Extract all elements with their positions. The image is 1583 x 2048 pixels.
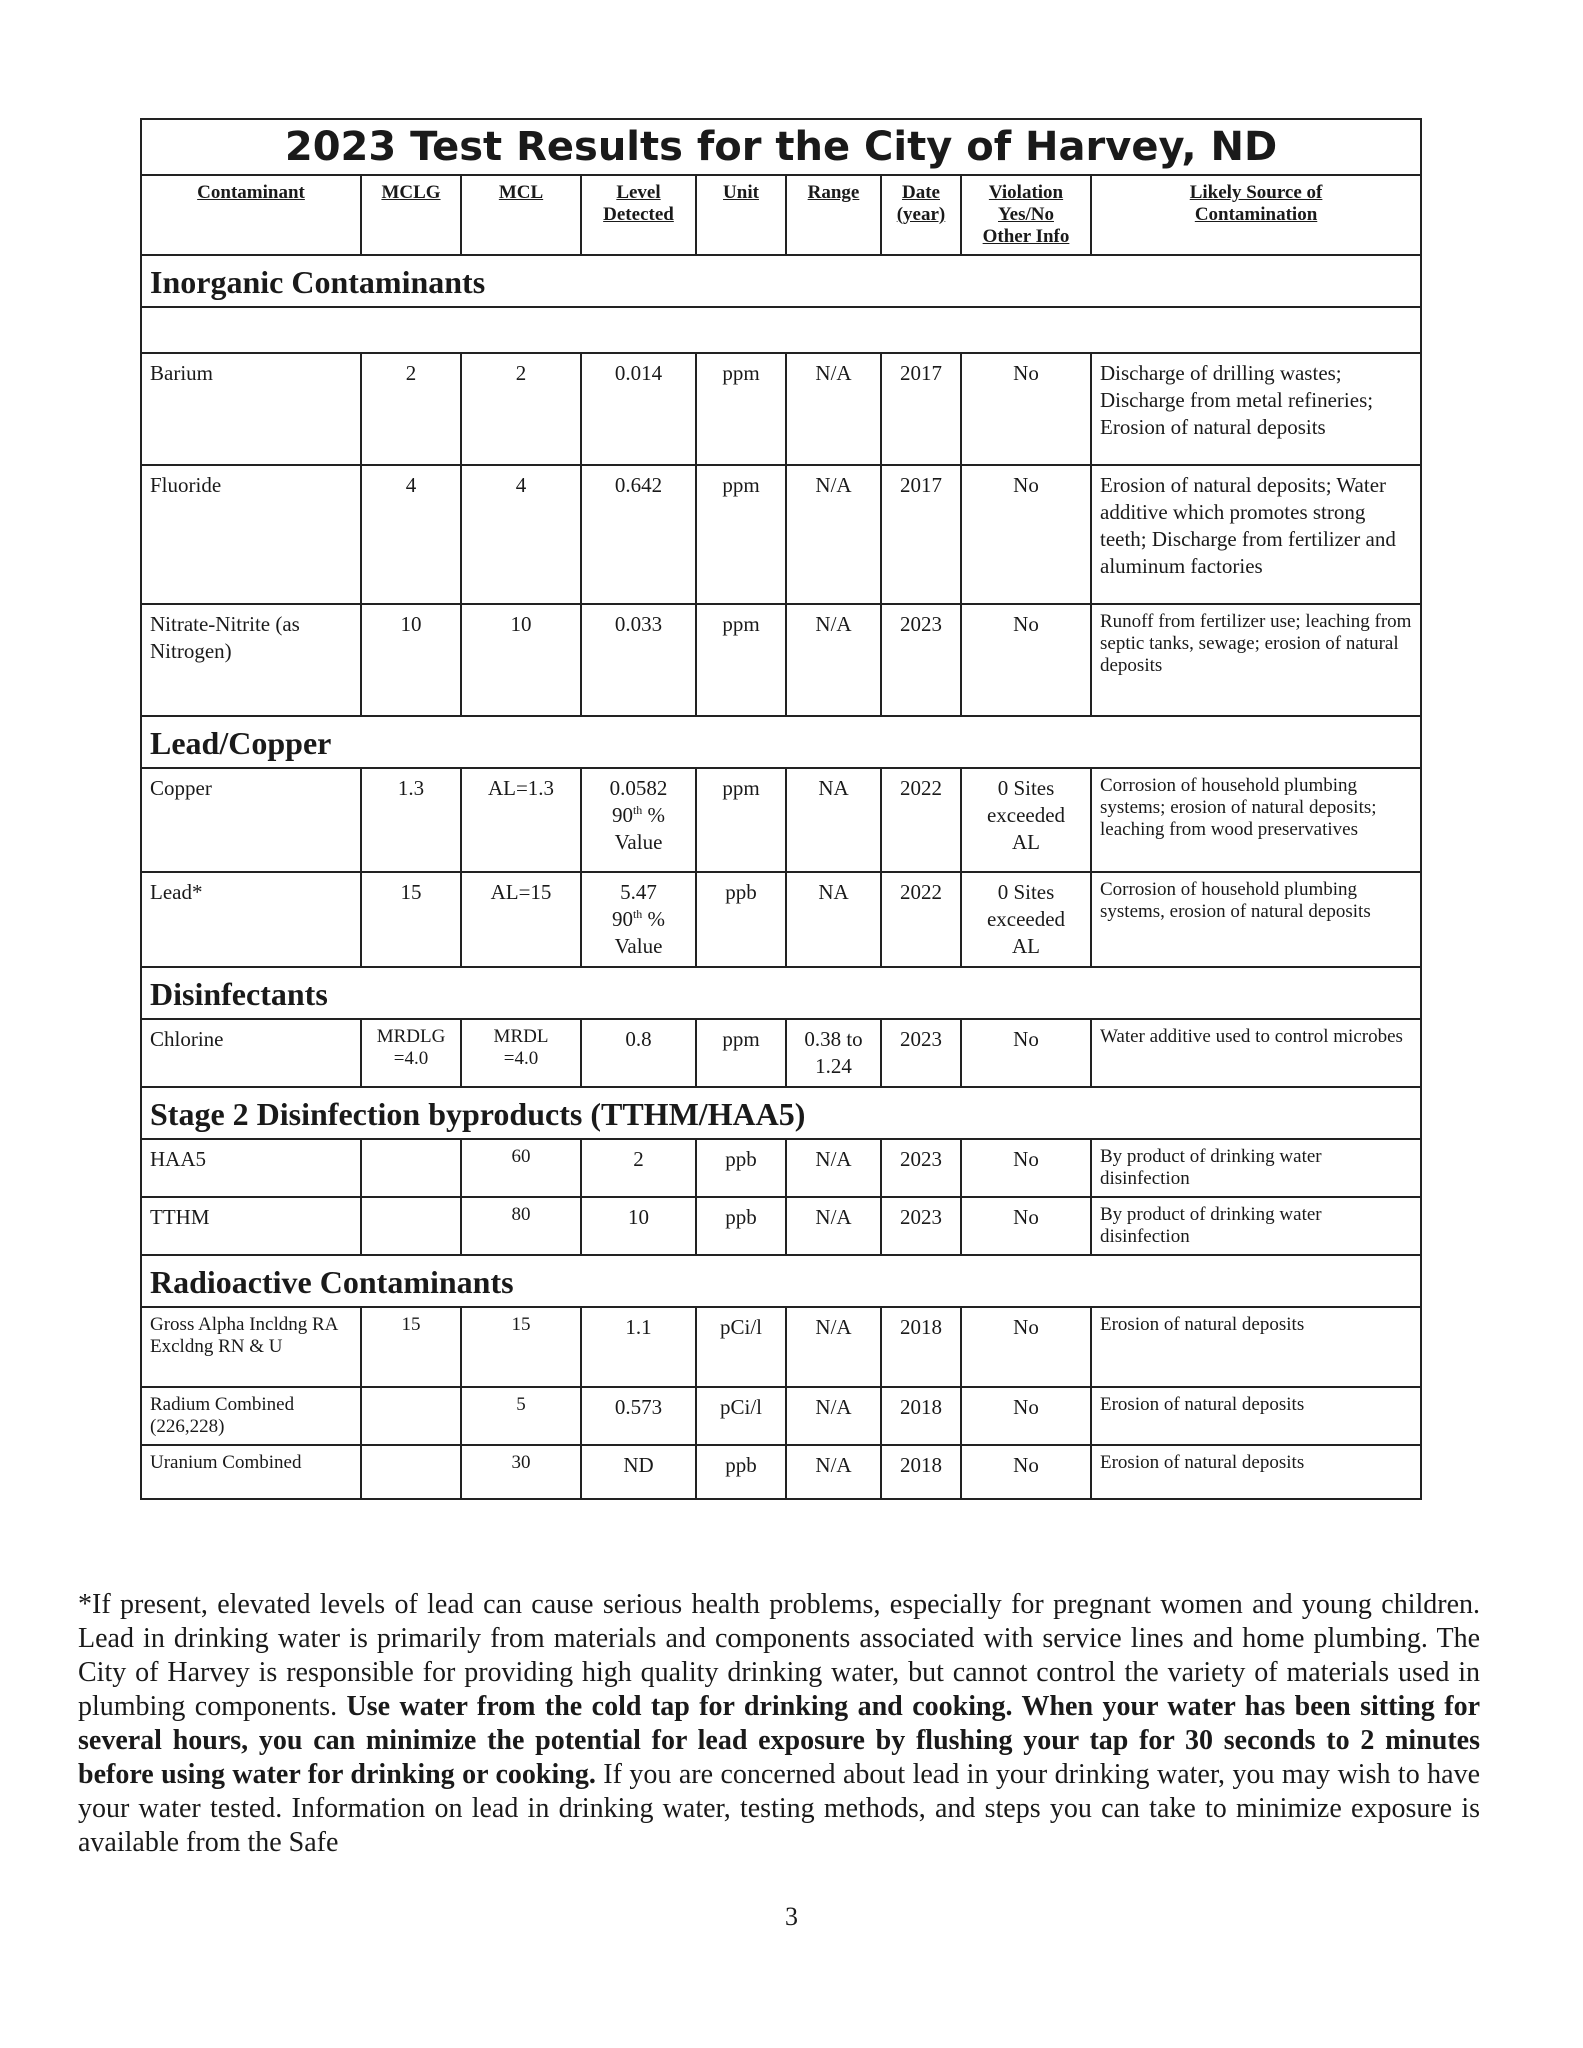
test-results-table bbox=[140, 118, 1422, 1500]
cell-violation: No bbox=[961, 1445, 1091, 1499]
cell-contaminant: Fluoride bbox=[141, 465, 361, 604]
cell-range: N/A bbox=[786, 604, 881, 716]
cell-mcl: 10 bbox=[461, 604, 581, 716]
cell-contaminant: Nitrate-Nitrite (as Nitrogen) bbox=[141, 604, 361, 716]
cell-unit: pCi/l bbox=[696, 1307, 786, 1387]
cell-violation: No bbox=[961, 1387, 1091, 1445]
table-row bbox=[141, 1387, 1421, 1445]
cell-range: 0.38 to 1.24 bbox=[786, 1019, 881, 1087]
cell-level: 0.573 bbox=[581, 1387, 696, 1445]
col-header-date: Date (year) bbox=[881, 175, 961, 255]
table-row bbox=[141, 1445, 1421, 1499]
section-heading-stage2: Stage 2 Disinfection byproducts (TTHM/HAA5) bbox=[141, 1087, 1421, 1139]
cell-source: Erosion of natural deposits bbox=[1091, 1307, 1421, 1387]
cell-level: 10 bbox=[581, 1197, 696, 1255]
cell-mclg: 15 bbox=[361, 1307, 461, 1387]
cell-contaminant: TTHM bbox=[141, 1197, 361, 1255]
cell-mclg: MRDLG =4.0 bbox=[361, 1019, 461, 1087]
cell-unit: ppm bbox=[696, 1019, 786, 1087]
cell-mcl: 4 bbox=[461, 465, 581, 604]
title-row bbox=[141, 119, 1421, 175]
col-header-level: Level Detected bbox=[581, 175, 696, 255]
section-heading-disinfectants: Disinfectants bbox=[141, 967, 1421, 1019]
cell-range: N/A bbox=[786, 353, 881, 465]
cell-unit: ppm bbox=[696, 768, 786, 872]
cell-mclg: 10 bbox=[361, 604, 461, 716]
cell-range: NA bbox=[786, 768, 881, 872]
col-header-mcl: MCL bbox=[461, 175, 581, 255]
cell-contaminant: HAA5 bbox=[141, 1139, 361, 1197]
cell-date: 2018 bbox=[881, 1387, 961, 1445]
cell-source: Erosion of natural deposits bbox=[1091, 1387, 1421, 1445]
section-heading-inorganic: Inorganic Contaminants bbox=[141, 255, 1421, 307]
lead-footnote: *If present, elevated levels of lead can cause serious health problems, especially for pregnant women and young children. Lead in drinking water is primarily from materials and components associated with service lines and home plumbing. The City of Harvey is responsible for providing high quality drinking water, but cannot control the variety of materials used in plumbing components. Use water from the cold tap for drinking and cooking. When your water has been sitting for several hours, you can minimize the potential for lead exposure by flushing your tap for 30 seconds to 2 minutes before using water for drinking or cooking. If you are concerned about lead in your drinking water, you may wish to have your water tested. Information on lead in drinking water, testing methods, and steps you can take to minimize exposure is available from the Safe bbox=[78, 1589, 1480, 1858]
cell-source: Runoff from fertilizer use; leaching from septic tanks, sewage; erosion of natural deposits bbox=[1091, 604, 1421, 716]
cell-date: 2023 bbox=[881, 1019, 961, 1087]
cell-mcl: 30 bbox=[461, 1445, 581, 1499]
cell-level: 5.47 90th % Value bbox=[581, 872, 696, 967]
cell-level: 0.0582 90th % Value bbox=[581, 768, 696, 872]
cell-source: Corrosion of household plumbing systems, erosion of natural deposits bbox=[1091, 872, 1421, 967]
cell-level: 1.1 bbox=[581, 1307, 696, 1387]
cell-level: ND bbox=[581, 1445, 696, 1499]
cell-date: 2023 bbox=[881, 604, 961, 716]
table-row bbox=[141, 1139, 1421, 1197]
cell-date: 2022 bbox=[881, 872, 961, 967]
cell-mcl: 60 bbox=[461, 1139, 581, 1197]
cell-contaminant: Radium Combined (226,228) bbox=[141, 1387, 361, 1445]
cell-date: 2022 bbox=[881, 768, 961, 872]
cell-mcl: 2 bbox=[461, 353, 581, 465]
header-row bbox=[141, 175, 1421, 255]
table-title: 2023 Test Results for the City of Harvey, ND bbox=[141, 119, 1421, 175]
cell-source: Erosion of natural deposits bbox=[1091, 1445, 1421, 1499]
cell-date: 2018 bbox=[881, 1445, 961, 1499]
page-number: 3 bbox=[785, 1902, 798, 1931]
cell-unit: ppb bbox=[696, 872, 786, 967]
cell-violation: No bbox=[961, 1197, 1091, 1255]
cell-mclg bbox=[361, 1445, 461, 1499]
cell-mclg bbox=[361, 1197, 461, 1255]
blank-row bbox=[141, 307, 1421, 353]
col-header-range: Range bbox=[786, 175, 881, 255]
cell-mclg: 15 bbox=[361, 872, 461, 967]
table-row bbox=[141, 465, 1421, 604]
cell-violation: 0 Sites exceeded AL bbox=[961, 872, 1091, 967]
cell-unit: ppm bbox=[696, 465, 786, 604]
cell-date: 2023 bbox=[881, 1139, 961, 1197]
cell-unit: pCi/l bbox=[696, 1387, 786, 1445]
col-header-violation: Violation Yes/No Other Info bbox=[961, 175, 1091, 255]
cell-source: By product of drinking water disinfection bbox=[1091, 1139, 1421, 1197]
cell-range: N/A bbox=[786, 1307, 881, 1387]
cell-violation: No bbox=[961, 1139, 1091, 1197]
section-heading-lead-copper: Lead/Copper bbox=[141, 716, 1421, 768]
table-row bbox=[141, 768, 1421, 872]
cell-range: N/A bbox=[786, 1197, 881, 1255]
cell-violation: 0 Sites exceeded AL bbox=[961, 768, 1091, 872]
cell-violation: No bbox=[961, 604, 1091, 716]
cell-mcl: 80 bbox=[461, 1197, 581, 1255]
cell-mcl: 15 bbox=[461, 1307, 581, 1387]
table-row bbox=[141, 872, 1421, 967]
section-row bbox=[141, 716, 1421, 768]
cell-unit: ppb bbox=[696, 1139, 786, 1197]
section-row bbox=[141, 1255, 1421, 1307]
cell-contaminant: Barium bbox=[141, 353, 361, 465]
cell-unit: ppb bbox=[696, 1197, 786, 1255]
cell-mclg bbox=[361, 1139, 461, 1197]
cell-date: 2018 bbox=[881, 1307, 961, 1387]
cell-source: Water additive used to control microbes bbox=[1091, 1019, 1421, 1087]
cell-violation: No bbox=[961, 1307, 1091, 1387]
cell-level: 0.033 bbox=[581, 604, 696, 716]
cell-range: N/A bbox=[786, 465, 881, 604]
cell-mclg: 2 bbox=[361, 353, 461, 465]
cell-level: 0.8 bbox=[581, 1019, 696, 1087]
cell-mclg bbox=[361, 1387, 461, 1445]
cell-unit: ppm bbox=[696, 353, 786, 465]
section-heading-radioactive: Radioactive Contaminants bbox=[141, 1255, 1421, 1307]
col-header-source: Likely Source of Contamination bbox=[1091, 175, 1421, 255]
section-row bbox=[141, 255, 1421, 307]
cell-level: 0.014 bbox=[581, 353, 696, 465]
cell-date: 2017 bbox=[881, 465, 961, 604]
cell-mcl: 5 bbox=[461, 1387, 581, 1445]
cell-range: N/A bbox=[786, 1387, 881, 1445]
cell-unit: ppm bbox=[696, 604, 786, 716]
cell-source: By product of drinking water disinfection bbox=[1091, 1197, 1421, 1255]
cell-mclg: 1.3 bbox=[361, 768, 461, 872]
table-row bbox=[141, 1019, 1421, 1087]
cell-source: Erosion of natural deposits; Water additive which promotes strong teeth; Discharge from fertilizer and aluminum factories bbox=[1091, 465, 1421, 604]
cell-violation: No bbox=[961, 353, 1091, 465]
cell-contaminant: Copper bbox=[141, 768, 361, 872]
cell-contaminant: Uranium Combined bbox=[141, 1445, 361, 1499]
blank-cell bbox=[141, 307, 1421, 353]
cell-source: Corrosion of household plumbing systems; erosion of natural deposits; leaching from wood preservatives bbox=[1091, 768, 1421, 872]
cell-contaminant: Lead* bbox=[141, 872, 361, 967]
cell-unit: ppb bbox=[696, 1445, 786, 1499]
cell-violation: No bbox=[961, 465, 1091, 604]
cell-level: 2 bbox=[581, 1139, 696, 1197]
cell-contaminant: Gross Alpha Incldng RA Excldng RN & U bbox=[141, 1307, 361, 1387]
col-header-mclg: MCLG bbox=[361, 175, 461, 255]
cell-mcl: AL=1.3 bbox=[461, 768, 581, 872]
cell-contaminant: Chlorine bbox=[141, 1019, 361, 1087]
cell-date: 2023 bbox=[881, 1197, 961, 1255]
cell-violation: No bbox=[961, 1019, 1091, 1087]
section-row bbox=[141, 1087, 1421, 1139]
cell-level: 0.642 bbox=[581, 465, 696, 604]
cell-range: NA bbox=[786, 872, 881, 967]
col-header-unit: Unit bbox=[696, 175, 786, 255]
cell-date: 2017 bbox=[881, 353, 961, 465]
table-row bbox=[141, 353, 1421, 465]
cell-mcl: AL=15 bbox=[461, 872, 581, 967]
table-row bbox=[141, 1307, 1421, 1387]
cell-range: N/A bbox=[786, 1445, 881, 1499]
col-header-contaminant: Contaminant bbox=[141, 175, 361, 255]
cell-mcl: MRDL =4.0 bbox=[461, 1019, 581, 1087]
cell-mclg: 4 bbox=[361, 465, 461, 604]
cell-range: N/A bbox=[786, 1139, 881, 1197]
section-row bbox=[141, 967, 1421, 1019]
table-row bbox=[141, 604, 1421, 716]
cell-source: Discharge of drilling wastes; Discharge from metal refineries; Erosion of natural deposits bbox=[1091, 353, 1421, 465]
table-row bbox=[141, 1197, 1421, 1255]
